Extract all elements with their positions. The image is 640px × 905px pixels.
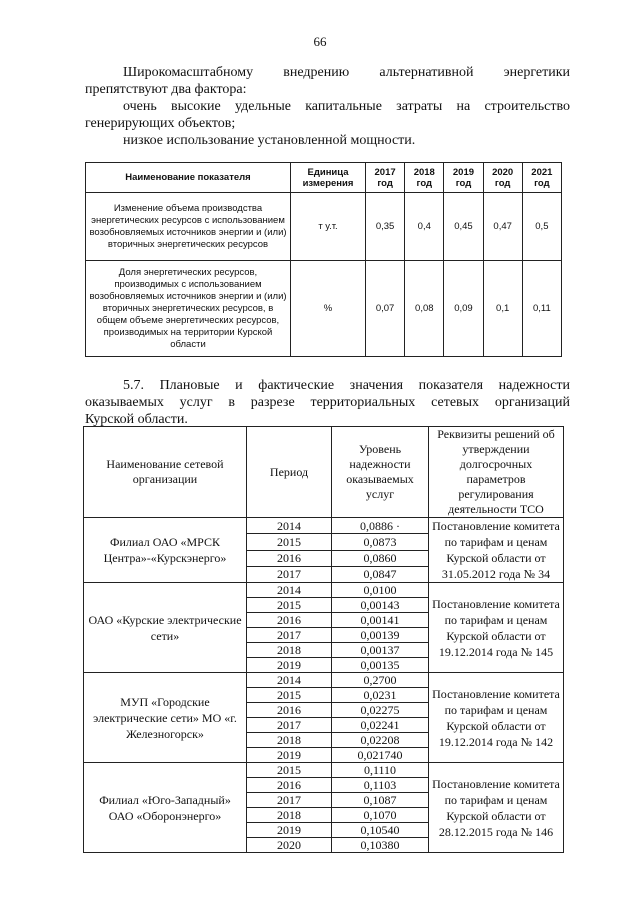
section-title-line-3: Курской области.: [85, 412, 188, 427]
period-cell: 2018: [247, 733, 332, 748]
reliability-value: 0,0231: [332, 688, 429, 703]
indicator-value: 0,07: [366, 261, 405, 357]
reliability-value: 0,00135: [332, 658, 429, 673]
header-organization: Наименование сетевой организации: [84, 427, 247, 518]
header-reliability: Уровень надежности оказываемых услуг: [332, 427, 429, 518]
reliability-value: 0,02275: [332, 703, 429, 718]
reliability-value: 0,10380: [332, 838, 429, 853]
indicator-value: 0,35: [366, 193, 405, 261]
table-row: [84, 673, 564, 688]
reliability-value: 0,0873: [332, 534, 429, 550]
reliability-value: 0,02208: [332, 733, 429, 748]
indicator-name: Изменение объема производства энергетических ресурсов с использованием возобновляемых источников энергии и (или) вторичных энергетических ресурсов: [86, 193, 291, 261]
header-2020: 2020 год: [483, 163, 522, 193]
table-row: [84, 518, 564, 534]
indicator-value: 0,4: [405, 193, 444, 261]
reliability-value: 0,10540: [332, 823, 429, 838]
organization-name: ОАО «Курские электрические сети»: [84, 583, 247, 673]
period-cell: 2014: [247, 583, 332, 598]
header-2021: 2021 год: [522, 163, 561, 193]
reliability-value: 0,0847: [332, 566, 429, 582]
reliability-value: 0,1087: [332, 793, 429, 808]
reliability-value: 0,00143: [332, 598, 429, 613]
period-cell: 2017: [247, 793, 332, 808]
reliability-value: 0,1110: [332, 763, 429, 778]
period-cell: 2019: [247, 748, 332, 763]
indicators-table: [85, 162, 562, 357]
reliability-value: 0,00137: [332, 643, 429, 658]
section-title-line-1: 5.7. Плановые и фактические значения показателя надежности: [123, 378, 570, 393]
period-cell: 2018: [247, 808, 332, 823]
indicator-value: 0,11: [522, 261, 561, 357]
header-2019: 2019 год: [444, 163, 483, 193]
indicator-row: [86, 261, 562, 357]
reliability-value: 0,021740: [332, 748, 429, 763]
reliability-table: [83, 426, 564, 853]
table-row: [84, 763, 564, 778]
indicator-value: 0,1: [483, 261, 522, 357]
indicator-value: 0,08: [405, 261, 444, 357]
period-cell: 2016: [247, 703, 332, 718]
factor-2: низкое использование установленной мощности.: [123, 133, 416, 148]
decision-reference: Постановление комитета по тарифам и ценам Курской области от 19.12.2014 года № 142: [429, 673, 564, 763]
period-cell: 2016: [247, 613, 332, 628]
page-number: 66: [313, 34, 327, 49]
factor-1-line-2: генерирующих объектов;: [85, 116, 236, 131]
header-indicator-name: Наименование показателя: [86, 163, 291, 193]
period-cell: 2015: [247, 688, 332, 703]
indicator-value: 0,5: [522, 193, 561, 261]
indicator-value: 0,47: [483, 193, 522, 261]
period-cell: 2019: [247, 823, 332, 838]
indicator-value: 0,45: [444, 193, 483, 261]
reliability-value: 0,02241: [332, 718, 429, 733]
indicator-unit: т у.т.: [291, 193, 366, 261]
reliability-value: 0,00139: [332, 628, 429, 643]
period-cell: 2016: [247, 778, 332, 793]
indicator-name: Доля энергетических ресурсов, производимых с использованием возобновляемых источников энергии и (или) вторичных энергетических ресурсов, в общем объеме энергетических ресурсов, производимых на территории Курской области: [86, 261, 291, 357]
intro-line-1: Широкомасштабному внедрению альтернативной энергетики: [123, 65, 570, 80]
header-decision: Реквизиты решений об утверждении долгосрочных параметров регулирования деятельности ТСО: [429, 427, 564, 518]
period-cell: 2014: [247, 518, 332, 534]
reliability-value: 0,00141: [332, 613, 429, 628]
header-unit: Единица измерения: [291, 163, 366, 193]
period-cell: 2018: [247, 643, 332, 658]
period-cell: 2015: [247, 763, 332, 778]
header-2018: 2018 год: [405, 163, 444, 193]
period-cell: 2016: [247, 550, 332, 566]
organization-name: Филиал ОАО «МРСК Центра»-«Курскэнерго»: [84, 518, 247, 583]
reliability-value: 0,1070: [332, 808, 429, 823]
organization-name: МУП «Городские электрические сети» МО «г. Железногорск»: [84, 673, 247, 763]
period-cell: 2019: [247, 658, 332, 673]
header-period: Период: [247, 427, 332, 518]
period-cell: 2015: [247, 598, 332, 613]
section-title-line-2: оказываемых услуг в разрезе территориальных сетевых организаций: [85, 395, 570, 410]
reliability-value: 0,1103: [332, 778, 429, 793]
indicator-unit: %: [291, 261, 366, 357]
period-cell: 2014: [247, 673, 332, 688]
period-cell: 2017: [247, 566, 332, 582]
indicator-row: [86, 193, 562, 261]
period-cell: 2020: [247, 838, 332, 853]
indicators-header-row: [86, 163, 562, 193]
reliability-header-row: [84, 427, 564, 518]
decision-reference: Постановление комитета по тарифам и ценам Курской области от 28.12.2015 года № 146: [429, 763, 564, 853]
period-cell: 2015: [247, 534, 332, 550]
decision-reference: Постановление комитета по тарифам и ценам Курской области от 31.05.2012 года № 34: [429, 518, 564, 583]
reliability-value: 0,2700: [332, 673, 429, 688]
organization-name: Филиал «Юго-Западный» ОАО «Оборонэнерго»: [84, 763, 247, 853]
reliability-value: 0,0886 ·: [332, 518, 429, 534]
table-row: [84, 583, 564, 598]
header-2017: 2017 год: [366, 163, 405, 193]
factor-1-line-1: очень высокие удельные капитальные затраты на строительство: [123, 99, 570, 114]
period-cell: 2017: [247, 718, 332, 733]
reliability-value: 0,0860: [332, 550, 429, 566]
intro-line-2: препятствуют два фактора:: [85, 82, 247, 97]
indicator-value: 0,09: [444, 261, 483, 357]
decision-reference: Постановление комитета по тарифам и ценам Курской области от 19.12.2014 года № 145: [429, 583, 564, 673]
period-cell: 2017: [247, 628, 332, 643]
reliability-value: 0,0100: [332, 583, 429, 598]
